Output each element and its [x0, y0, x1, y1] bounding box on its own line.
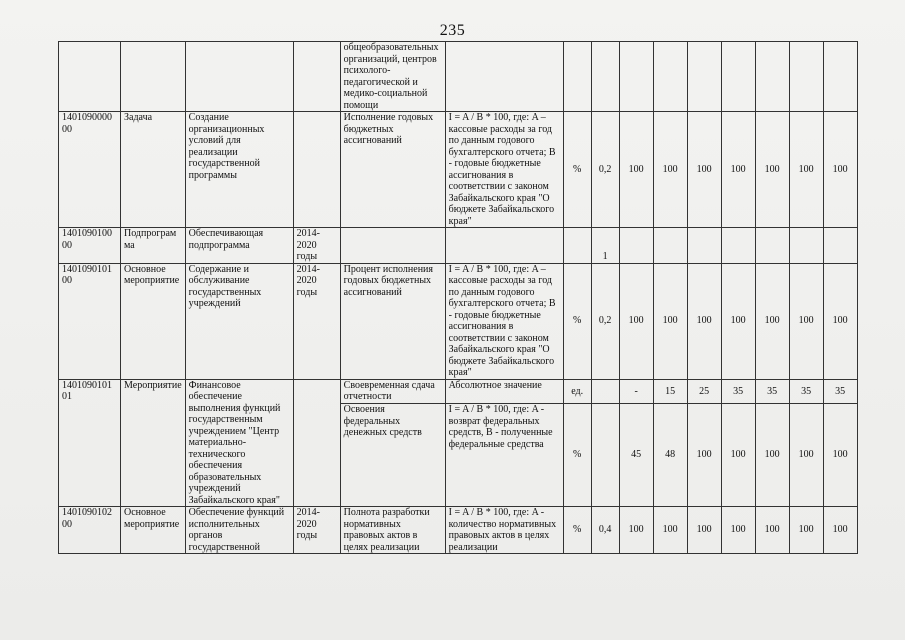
cell-value: 100	[687, 404, 721, 507]
table-row	[59, 379, 858, 404]
cell-period: 2014- 2020 годы	[293, 507, 340, 554]
table-row	[59, 42, 858, 112]
cell-type: Мероприятие	[121, 379, 186, 507]
cell-value	[687, 42, 721, 112]
cell-unit: %	[563, 263, 591, 379]
cell-value	[823, 42, 857, 112]
cell-code: 1401090100 00	[59, 228, 121, 264]
cell-value: 100	[619, 263, 653, 379]
cell-value	[653, 228, 687, 264]
cell-value: 35	[755, 379, 789, 404]
cell-unit	[563, 42, 591, 112]
cell-value: 100	[721, 263, 755, 379]
cell-name	[185, 42, 293, 112]
cell-type: Основное мероприятие	[121, 263, 186, 379]
cell-value: 35	[789, 379, 823, 404]
cell-value: 100	[789, 404, 823, 507]
cell-value	[687, 228, 721, 264]
cell-unit: %	[563, 404, 591, 507]
cell-indicator: Исполнение годовых бюджетных ассигнований	[340, 112, 445, 228]
cell-value: 100	[823, 263, 857, 379]
cell-type: Задача	[121, 112, 186, 228]
cell-code: 1401090102 00	[59, 507, 121, 554]
cell-value	[721, 228, 755, 264]
cell-value: 100	[687, 112, 721, 228]
table-row	[59, 228, 858, 264]
cell-name: Содержание и обслуживание государственных учреждений	[185, 263, 293, 379]
cell-value	[619, 228, 653, 264]
cell-value: 100	[721, 112, 755, 228]
cell-code	[59, 42, 121, 112]
cell-weight: 1	[591, 228, 619, 264]
cell-code: 1401090101 00	[59, 263, 121, 379]
cell-method: I = A / B * 100, где: A - возврат федеральных средств, B - полученные федеральные средства	[445, 404, 563, 507]
cell-indicator	[340, 228, 445, 264]
cell-value: 100	[653, 263, 687, 379]
cell-period: 2014- 2020 годы	[293, 263, 340, 379]
page-number: 235	[439, 22, 466, 39]
cell-unit: ед.	[563, 379, 591, 404]
cell-indicator: общеобразовательных организаций, центров психолого- педагогической и медико-социальной помощи	[340, 42, 445, 112]
cell-value	[721, 42, 755, 112]
cell-value	[789, 42, 823, 112]
cell-value: 100	[687, 263, 721, 379]
cell-value: 48	[653, 404, 687, 507]
cell-value: 100	[721, 404, 755, 507]
cell-unit: %	[563, 507, 591, 554]
cell-weight	[591, 404, 619, 507]
cell-method: I = A / B * 100, где: A – кассовые расходы за год по данным годового бухгалтерского отчета; B - годовые бюджетные ассигнования в соответствии с законом Забайкальского края "О бюджете Забайкальского края"	[445, 263, 563, 379]
cell-value	[789, 228, 823, 264]
cell-value	[755, 42, 789, 112]
cell-value: 100	[619, 112, 653, 228]
cell-value: 100	[789, 507, 823, 554]
cell-indicator: Своевременная сдача отчетности	[340, 379, 445, 404]
cell-value: 100	[823, 112, 857, 228]
table-row	[59, 112, 858, 228]
cell-unit	[563, 228, 591, 264]
cell-value: 100	[653, 112, 687, 228]
cell-weight: 0,2	[591, 112, 619, 228]
table-row	[59, 507, 858, 554]
cell-method	[445, 228, 563, 264]
cell-name: Создание организационных условий для реализации государственной программы	[185, 112, 293, 228]
cell-indicator: Полнота разработки нормативных правовых актов в целях реализации	[340, 507, 445, 554]
cell-method	[445, 42, 563, 112]
cell-name: Финансовое обеспечение выполнения функций государственным учреждением "Центр материально- технического обеспечения образовательных учреждений Забайкальского края"	[185, 379, 293, 507]
cell-unit: %	[563, 112, 591, 228]
cell-name: Обеспечение функций исполнительных органов государственной	[185, 507, 293, 554]
cell-value: 100	[789, 263, 823, 379]
cell-value	[755, 228, 789, 264]
cell-weight	[591, 379, 619, 404]
cell-period	[293, 379, 340, 507]
cell-value: 100	[755, 507, 789, 554]
cell-value: 100	[823, 507, 857, 554]
cell-value: 100	[619, 507, 653, 554]
cell-code: 1401090101 01	[59, 379, 121, 507]
cell-name: Обеспечивающая подпрограмма	[185, 228, 293, 264]
cell-value: 100	[687, 507, 721, 554]
table-row	[59, 263, 858, 379]
cell-period	[293, 42, 340, 112]
cell-method: I = A / B * 100, где: A - количество нормативных правовых актов в целях реализации	[445, 507, 563, 554]
cell-value: 100	[653, 507, 687, 554]
cell-type	[121, 42, 186, 112]
cell-value: 100	[755, 404, 789, 507]
cell-value: 45	[619, 404, 653, 507]
cell-period: 2014- 2020 годы	[293, 228, 340, 264]
cell-weight: 0,4	[591, 507, 619, 554]
cell-value: 15	[653, 379, 687, 404]
cell-value	[619, 42, 653, 112]
cell-value: 100	[755, 112, 789, 228]
cell-type: Основное мероприятие	[121, 507, 186, 554]
cell-type: Подпрограм ма	[121, 228, 186, 264]
cell-indicator: Процент исполнения годовых бюджетных ассигнований	[340, 263, 445, 379]
cell-indicator: Освоения федеральных денежных средств	[340, 404, 445, 507]
cell-value	[653, 42, 687, 112]
cell-weight: 0,2	[591, 263, 619, 379]
cell-value: 25	[687, 379, 721, 404]
indicators-table	[58, 41, 858, 554]
cell-period	[293, 112, 340, 228]
cell-code: 1401090000 00	[59, 112, 121, 228]
cell-value	[823, 228, 857, 264]
cell-value: 100	[789, 112, 823, 228]
cell-value: 35	[721, 379, 755, 404]
cell-method: Абсолютное значение	[445, 379, 563, 404]
cell-value: 100	[823, 404, 857, 507]
cell-weight	[591, 42, 619, 112]
cell-value: -	[619, 379, 653, 404]
cell-value: 35	[823, 379, 857, 404]
cell-value: 100	[755, 263, 789, 379]
cell-value: 100	[721, 507, 755, 554]
cell-method: I = A / B * 100, где: A – кассовые расходы за год по данным годового бухгалтерского отчета; B - годовые бюджетные ассигнования в соответствии с законом Забайкальского края "О бюджете Забайкальского края"	[445, 112, 563, 228]
